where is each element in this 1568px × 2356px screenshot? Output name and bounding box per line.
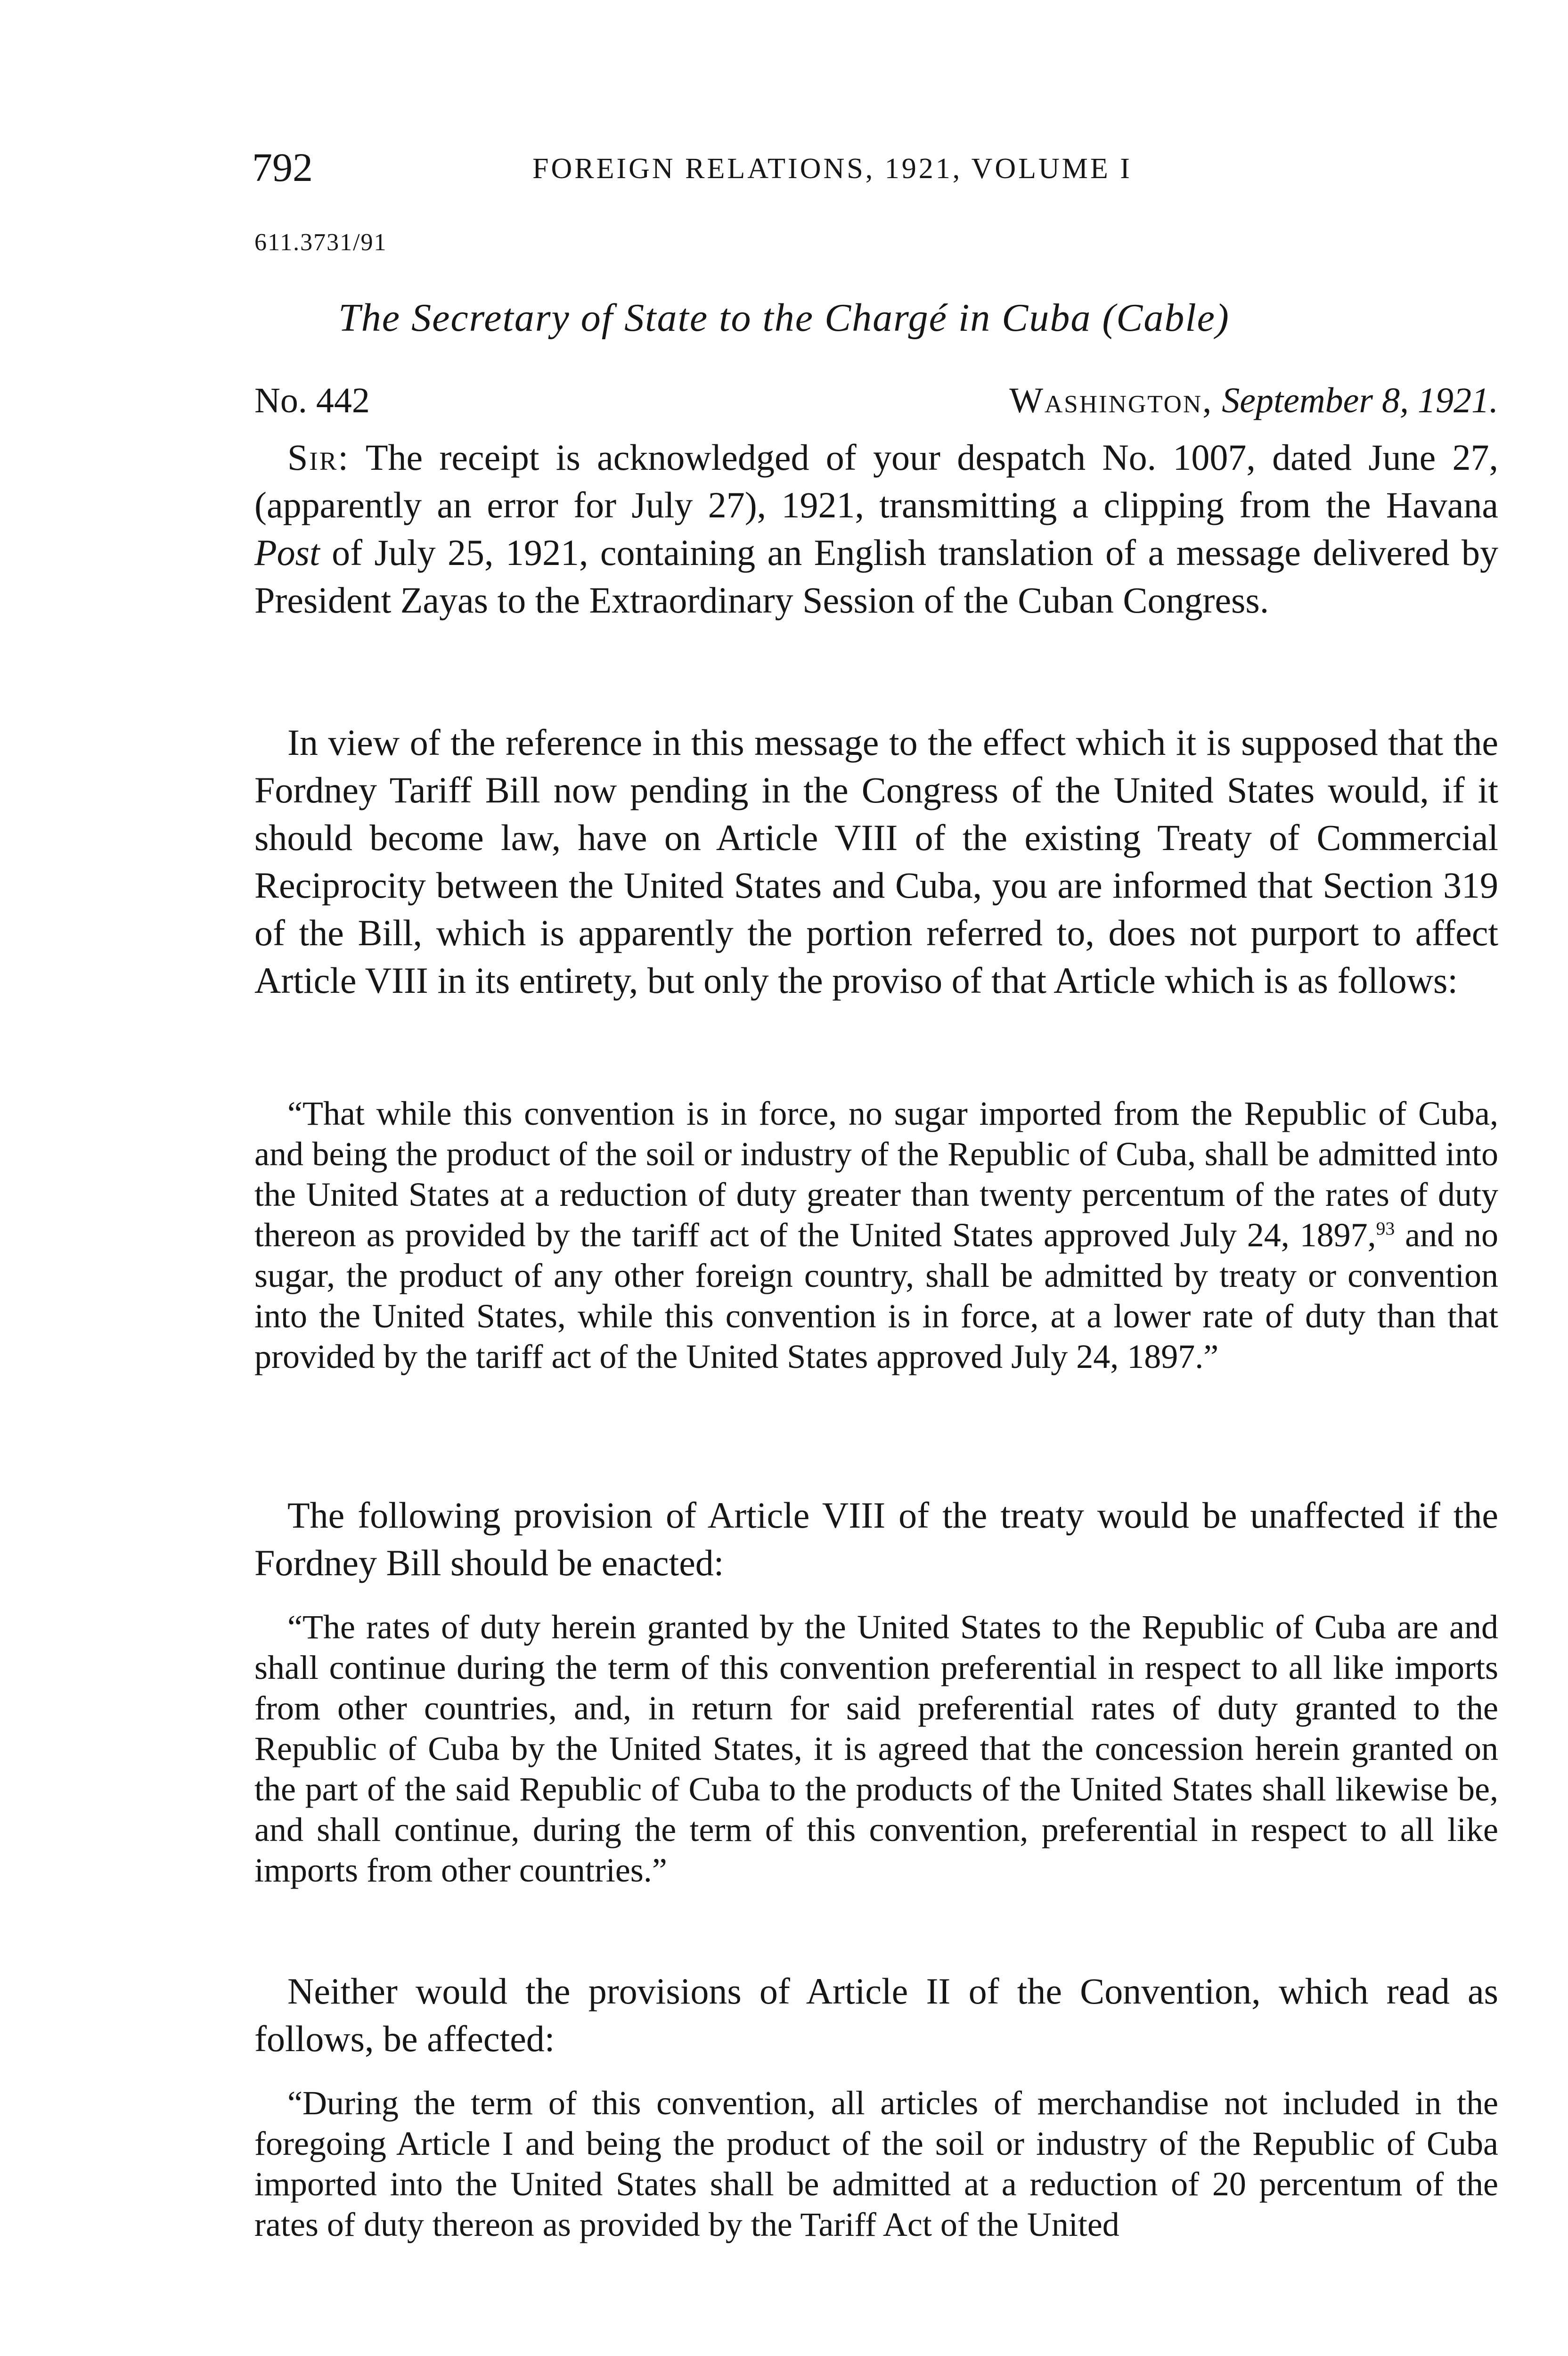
paragraph-2: In view of the reference in this message to the effect which it is supposed that the Fordney Tariff Bill now pending in the Congress of the United States would, if it should become law, have on Article VIII of the existing Treaty of Commercial Reciprocity between the United States and Cuba, you are informed that Section 319 of the Bill, which is apparently the portion referred to, does not purport to affect Article VIII in its entirety, but only the proviso of that Article which is as follows: xyxy=(254,722,1498,1001)
salutation: Sir: xyxy=(287,437,350,478)
paragraph-1-text: The receipt is acknowledged of your despatch No. 1007, dated June 27, (apparently an error for July 27), 1921, transmitting a clipping from the Havana xyxy=(254,437,1498,525)
page-header xyxy=(252,144,1496,200)
quote-1 xyxy=(254,1093,1498,1377)
document-title: The Secretary of State to the Chargé in Cuba (Cable) xyxy=(338,296,1230,340)
quote-1-part-b: and no sugar, the product of any other foreign country, shall be admitted by treaty or convention into the United States, while this convention is in force, at a lower rate of duty than that provided by the tariff act of the United States approved July 24, 1897.” xyxy=(254,1216,1498,1375)
dateline xyxy=(254,377,1498,429)
place: Washington, xyxy=(1009,381,1213,420)
paragraph-3: The following provision of Article VIII of the treaty would be unaffected if the Fordney Bill should be enacted: xyxy=(254,1495,1498,1583)
paragraph-1 xyxy=(254,434,1498,624)
file-number: 611.3731/91 xyxy=(254,229,387,256)
date: September 8, 1921. xyxy=(1222,381,1498,420)
paragraph-1-end: of July 25, 1921, containing an English translation of a message delivered by President Zayas to the Extraordinary Session of the Cuban Congress. xyxy=(254,532,1498,621)
place-and-date xyxy=(1009,377,1498,424)
newspaper-name: Post xyxy=(254,532,320,573)
quote-3: “During the term of this convention, all articles of merchandise not included in the foregoing Article I and being the product of the soil or industry of the Republic of Cuba imported into the United States shall be admitted at a reduction of 20 percentum of the rates of duty thereon as provided by the Tariff Act of the United xyxy=(254,2084,1498,2243)
running-head: FOREIGN RELATIONS, 1921, VOLUME I xyxy=(532,153,1132,185)
quote-2: “The rates of duty herein granted by the United States to the Republic of Cuba are and shall continue during the term of this convention preferential in respect to all like imports from other countries, and, in return for said preferential rates of duty granted to the Republic of Cuba by the United States, it is agreed that the concession herein granted on the part of the said Republic of Cuba to the products of the United States shall likewise be, and shall continue, during the term of this convention, preferential in respect to all like imports from other countries.” xyxy=(254,1608,1498,1889)
footnote-ref: 93 xyxy=(1376,1218,1395,1239)
quote-1-part-a: “That while this convention is in force, no sugar imported from the Republic of Cuba, and being the product of the soil or industry of the Republic of Cuba, shall be admitted into the United States at a reduction of duty greater than twenty percentum of the rates of duty thereon as provided by the tariff act of the United States approved July 24, 1897, xyxy=(254,1095,1498,1254)
despatch-number: No. 442 xyxy=(254,381,370,420)
paragraph-4: Neither would the provisions of Article II of the Convention, which read as follows, be affected: xyxy=(254,1971,1498,2059)
page-number: 792 xyxy=(252,145,313,190)
